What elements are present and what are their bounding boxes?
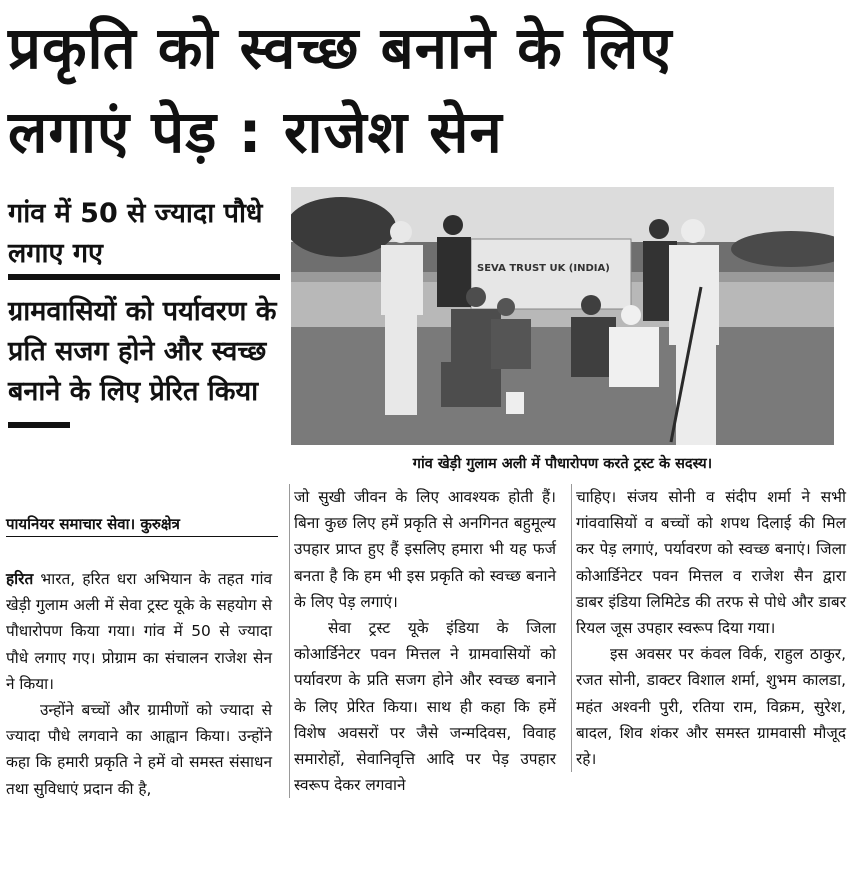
paragraph-text: भारत, हरित धरा अभियान के तहत गांव खेड़ी गुलाम अली में सेवा ट्रस्ट यूके के सहयोग से पौधारोपण किया गया। गांव में 50 से ज्यादा पौधे लगाए गए। प्रोग्राम का संचालन राजेश सेन ने किया। bbox=[6, 570, 272, 693]
article-paragraph: चाहिए। संजय सोनी व संदीप शर्मा ने सभी गांववासियों व बच्चों को शपथ दिलाई की मिल कर पेड़ लगाएं, पर्यावरण को स्वच्छ बनाएं। जिला कोआर्डिनेटर पवन मित्तल व राजेश सैन द्वारा डाबर इंडिया लिमिटेड की तरफ से पोधे और डाबर रियल जूस उपहार स्वरूप दिया गया। bbox=[576, 488, 846, 638]
subhead-first: गांव में 50 से ज्यादा पौधे लगाए गए bbox=[8, 198, 263, 269]
subhead-short-divider bbox=[8, 422, 70, 428]
headline-line-1: प्रकृति को स्वच्छ बनाने के लिए bbox=[8, 14, 673, 82]
article-column-1 bbox=[6, 566, 272, 802]
article-paragraph: जो सुखी जीवन के लिए आवश्यक होती हैं। बिना कुछ लिए हमें प्रकृति से अनगिनत बहुमूल्य उपहार प्राप्त हुए हैं इसलिए हमारा भी यह फर्ज बनता है कि हम भी इस प्रकृति को स्वच्छ बनाने के लिए पेड़ लगाएं। bbox=[294, 488, 556, 611]
subhead-divider bbox=[8, 274, 280, 280]
article-paragraph bbox=[6, 566, 272, 697]
headline bbox=[8, 6, 844, 174]
byline: पायनियर समाचार सेवा। कुरुक्षेत्र bbox=[6, 514, 278, 537]
lead-word: हरित bbox=[6, 570, 34, 588]
article-paragraph: इस अवसर पर कंवल विर्क, राहुल ठाकुर, रजत सोनी, डाक्टर विशाल शर्मा, शुभम कालडा, महंत अश्वनी पुरी, रतिया राम, विक्रम, सुरेश, बादल, शिव शंकर और समस्त ग्रामवासी मौजूद रहे। bbox=[576, 645, 846, 769]
headline-line-2: लगाएं पेड़ : राजेश सेन bbox=[8, 98, 503, 166]
article-column-2 bbox=[289, 484, 556, 798]
photo-illustration bbox=[291, 187, 834, 445]
article-column-3 bbox=[571, 484, 846, 772]
article-paragraph: उन्होंने बच्चों और ग्रामीणों को ज्यादा से ज्यादा पौधे लगवाने का आह्वान किया। उन्होंने कहा कि हमारी प्रकृति ने हमें वो समस्त संसाधन तथा सुविधाएं प्रदान की है, bbox=[6, 701, 272, 798]
photo-caption: गांव खेड़ी गुलाम अली में पौधारोपण करते ट्रस्ट के सदस्य। bbox=[412, 456, 713, 472]
banner-text: SEVA TRUST UK (INDIA) bbox=[477, 263, 610, 274]
subhead-block bbox=[8, 188, 280, 428]
subhead-second: ग्रामवासियों को पर्यावरण के प्रति सजग होने और स्वच्छ बनाने के लिए प्रेरित किया bbox=[8, 296, 277, 407]
article-paragraph: सेवा ट्रस्ट यूके इंडिया के जिला कोआर्डिनेटर पवन मित्तल ने ग्रामवासियों को पर्यावरण के प्रति सजग होने और स्वच्छ बनाने के लिए प्रेरित किया। साथ ही कहा कि हमें विशेष अवसरों पर जैसे जन्मदिवस, विवाह समारोहों, सेवानिवृत्ति आदि पर पेड़ उपहार स्वरूप देकर लगवाने bbox=[294, 619, 556, 795]
news-photo bbox=[291, 187, 834, 445]
